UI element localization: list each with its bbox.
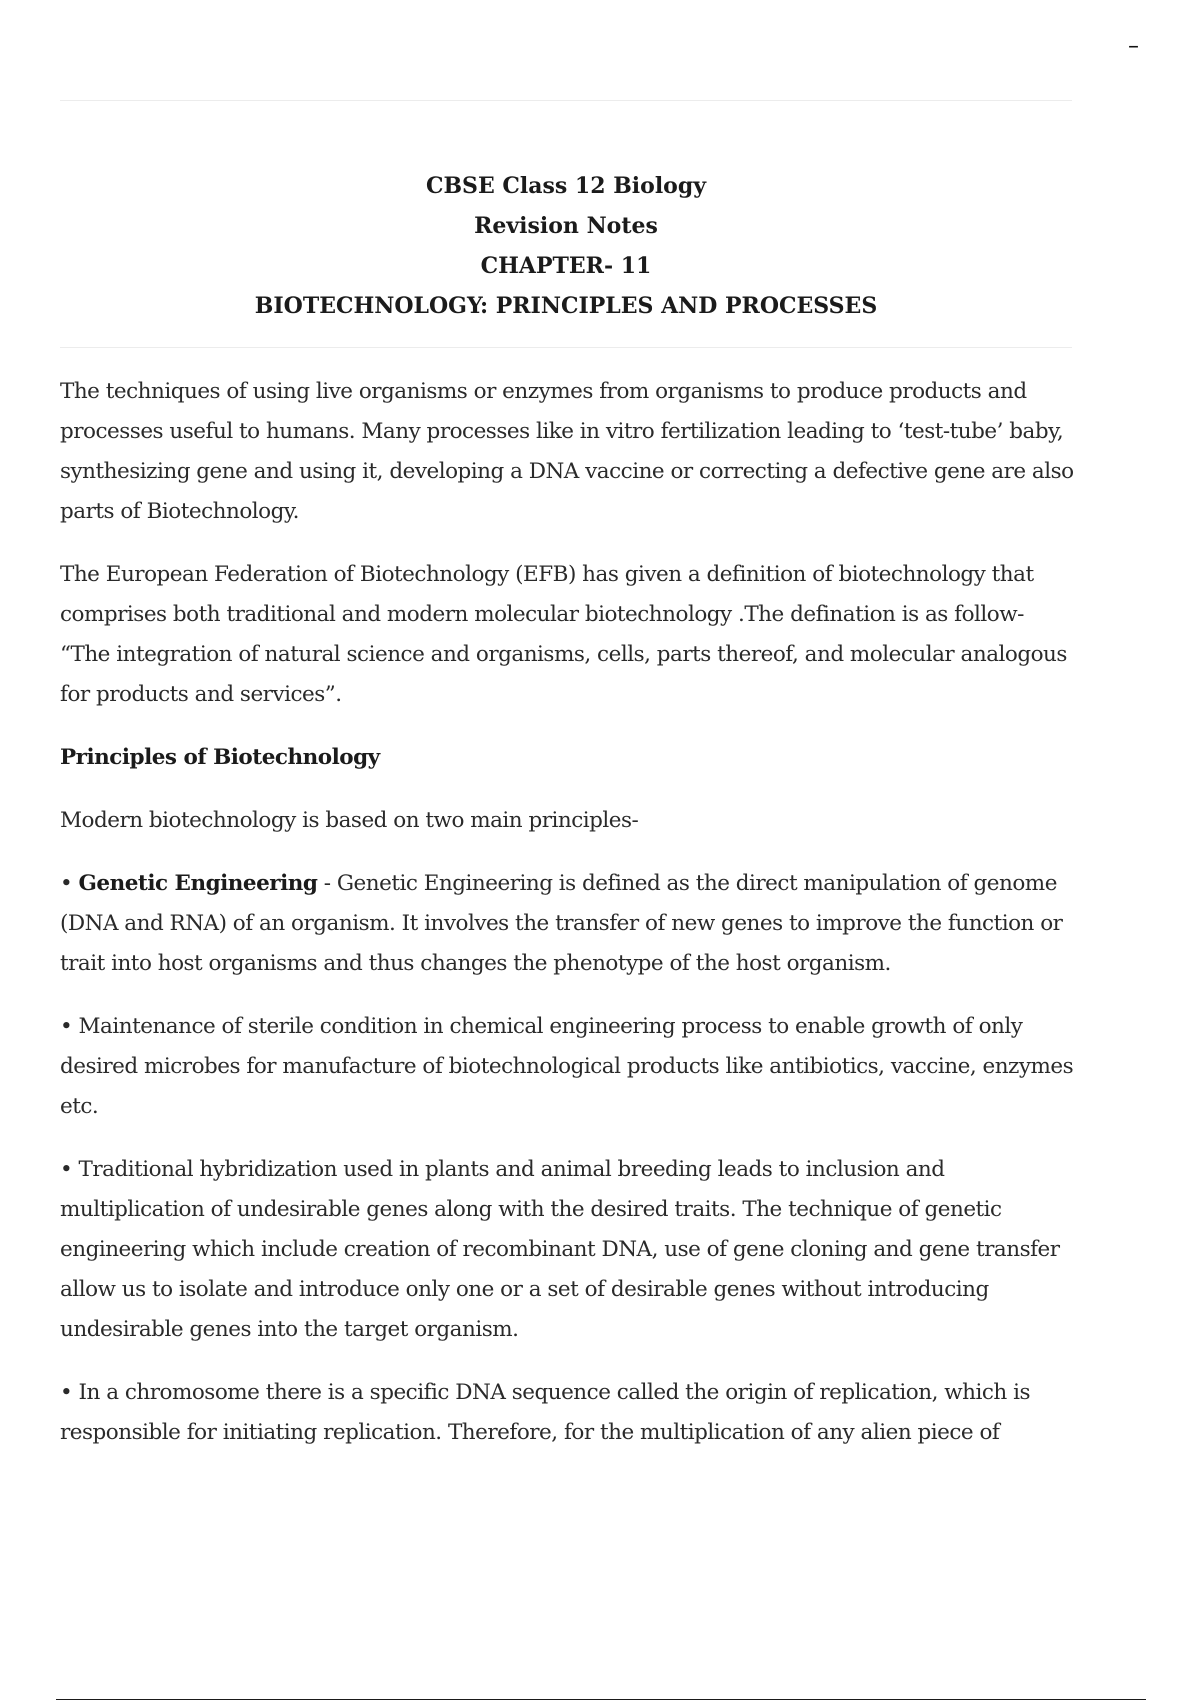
principles-intro: Modern biotechnology is based on two main principles- (60, 808, 639, 833)
bullet-marker: • (60, 1157, 73, 1182)
document-header (60, 166, 1072, 326)
bullet-marker: • (60, 871, 73, 896)
bullet-sterile-condition (60, 1007, 1080, 1127)
bullet-genetic-engineering (60, 864, 1080, 984)
bullet-text: In a chromosome there is a specific DNA sequence called the origin of replication, which is responsible for initiating replication. Therefore, for the multiplication of any alien piece of (60, 1380, 1030, 1445)
section-heading: Principles of Biotechnology (60, 745, 380, 770)
bullet-text: Maintenance of sterile condition in chemical engineering process to enable growth of only desired microbes for manufacture of biotechnological products like antibiotics, vaccine, enzymes etc. (60, 1014, 1074, 1119)
document-body (60, 372, 1080, 1476)
bullet-text: - Genetic Engineering is defined as the direct manipulation of genome (DNA and RNA) of an organism. It involves the transfer of new genes to improve the function or trait into host organisms and thus changes the phenotype of the host organism. (60, 871, 1063, 976)
efb-paragraph: The European Federation of Biotechnology (EFB) has given a definition of biotechnology that comprises both traditional and modern molecular biotechnology .The defination is as follow- “The integration of natural science and organisms, cells, parts thereof, and molecular analogous for products and services”. (60, 562, 1067, 707)
top-divider (60, 100, 1072, 101)
bullet-marker: • (60, 1014, 73, 1039)
header-divider (60, 347, 1072, 348)
header-chapter-title: BIOTECHNOLOGY: PRINCIPLES AND PROCESSES (254, 293, 878, 319)
header-subtitle: Revision Notes (474, 213, 658, 239)
bullet-marker: • (60, 1380, 73, 1405)
intro-paragraph: The techniques of using live organisms or enzymes from organisms to produce products and processes useful to humans. Many processes like in vitro fertilization leading to ‘test-tube’ baby, synthesizing gene and using it, developing a DNA vaccine or correcting a defective gene are also parts of Biotechnology. (60, 379, 1074, 524)
header-board-class: CBSE Class 12 Biology (425, 173, 707, 199)
bullet-text: Traditional hybridization used in plants and animal breeding leads to inclusion and multiplication of undesirable genes along with the desired traits. The technique of genetic engineering which include creation of recombinant DNA, use of gene cloning and gene transfer allow us to isolate and introduce only one or a set of desirable genes without introducing undesirable genes into the target organism. (60, 1157, 1060, 1342)
bullet-chromosome (60, 1373, 1080, 1453)
bullet-hybridization (60, 1150, 1080, 1350)
header-chapter: CHAPTER- 11 (480, 253, 652, 279)
bullet-term: Genetic Engineering (78, 871, 318, 896)
page-marker: – (1128, 34, 1139, 59)
